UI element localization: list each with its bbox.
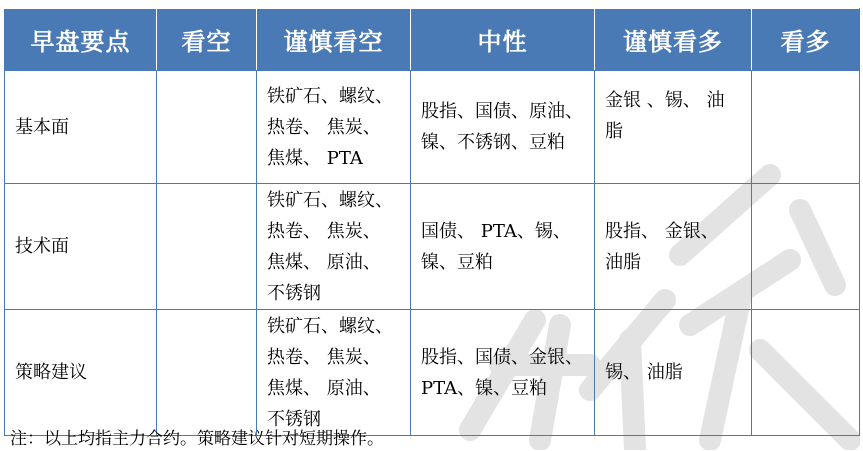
- cell-line: 焦煤、 PTA: [267, 147, 363, 169]
- cell-line: 铁矿石、螺纹、: [267, 189, 393, 211]
- cell-line: 股指、 金银、: [605, 220, 719, 242]
- cell-cautious-bearish: [257, 71, 411, 184]
- cell-line: 不锈钢: [267, 408, 321, 430]
- cell-line: 热卷、 焦炭、: [267, 220, 381, 242]
- cell-line: 热卷、 焦炭、: [267, 346, 381, 368]
- header-cell-bullish: 看多: [752, 9, 860, 71]
- header-cell-topic: 早盘要点: [5, 9, 157, 71]
- cell-line: 镍、豆粕: [421, 251, 493, 273]
- cell-line: 股指、国债、原油、: [421, 101, 583, 122]
- header-row: [5, 9, 860, 71]
- cell-cautious-bullish: [595, 310, 752, 436]
- cell-line: PTA、镍、豆粕: [421, 377, 548, 399]
- header-cell-cautious-bearish: 谨慎看空: [257, 9, 411, 71]
- table-row-fundamentals: [5, 71, 860, 184]
- cell-bullish: [752, 71, 860, 184]
- cell-neutral: [411, 310, 595, 436]
- cell-line: 股指、国债、金银、: [421, 346, 583, 368]
- cell-line: 铁矿石、螺纹、: [267, 315, 393, 337]
- cell-line: 铁矿石、螺纹、: [267, 85, 393, 107]
- cell-line: 金银 、锡、 油: [605, 90, 725, 111]
- cell-bullish: [752, 184, 860, 310]
- cell-bearish: [157, 310, 257, 436]
- cell-line: 油脂: [605, 251, 641, 273]
- cell-cautious-bearish: [257, 184, 411, 310]
- row-label: 基本面: [5, 71, 157, 184]
- header-cell-cautious-bullish: 谨慎看多: [595, 9, 752, 71]
- table-row-strategy: [5, 310, 860, 436]
- table-row-technicals: [5, 184, 860, 310]
- cell-line: 锡、 油脂: [605, 362, 683, 383]
- cell-line: 国债、 PTA、锡、: [421, 220, 571, 242]
- cell-line: 热卷、 焦炭、: [267, 116, 381, 138]
- cell-cautious-bearish: [257, 310, 411, 436]
- cell-bullish: [752, 310, 860, 436]
- outlook-table: [4, 8, 860, 436]
- cell-cautious-bullish: [595, 184, 752, 310]
- cell-line: 镍、不锈钢、豆粕: [421, 132, 565, 153]
- cell-bearish: [157, 184, 257, 310]
- header-cell-bearish: 看空: [157, 9, 257, 71]
- cell-line: 不锈钢: [267, 282, 321, 304]
- cell-line: 焦煤、 原油、: [267, 251, 381, 273]
- footnote: 注：以上均指主力合约。策略建议针对短期操作。: [10, 429, 384, 449]
- cell-line: 焦煤、 原油、: [267, 377, 381, 399]
- cell-cautious-bullish: [595, 71, 752, 184]
- cell-line: 脂: [605, 121, 623, 142]
- cell-bearish: [157, 71, 257, 184]
- header-cell-neutral: 中性: [411, 9, 595, 71]
- row-label: 技术面: [5, 184, 157, 310]
- cell-neutral: [411, 71, 595, 184]
- row-label: 策略建议: [5, 310, 157, 436]
- cell-neutral: [411, 184, 595, 310]
